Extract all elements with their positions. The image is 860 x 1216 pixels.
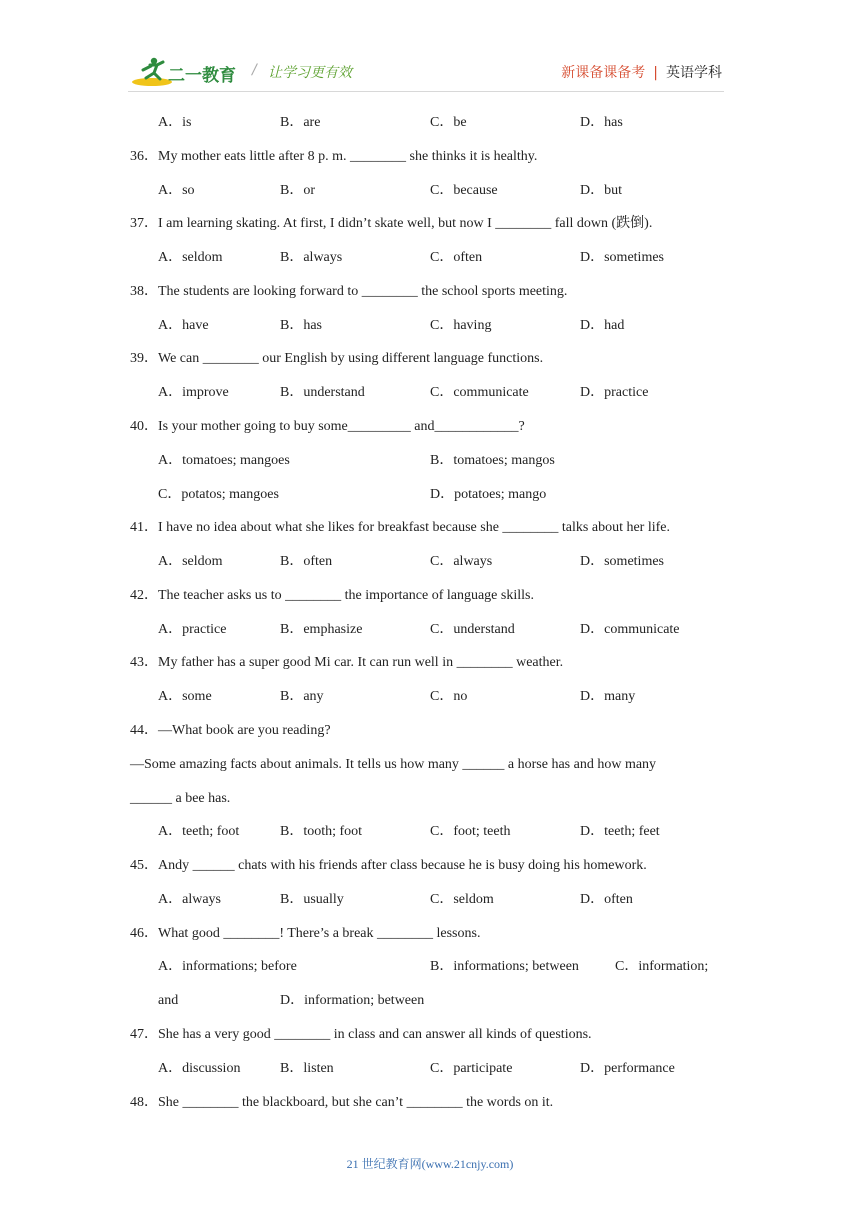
answer-option: B．tomatoes; mangos: [430, 453, 555, 468]
answer-option: B．any: [280, 689, 324, 704]
answer-option: C．information;: [615, 959, 709, 974]
question-text: 38．The students are looking forward to ________ the school sports meeting.: [130, 284, 568, 299]
question-text: —Some amazing facts about animals. It tells us how many ______ a horse has and how many: [130, 757, 657, 772]
answer-option: A．seldom: [158, 250, 223, 265]
answer-option: A．some: [158, 689, 212, 704]
answer-option: C．be: [430, 115, 467, 130]
answer-option: A．improve: [158, 385, 229, 400]
answer-option: C．having: [430, 318, 492, 333]
answer-option: C．often: [430, 250, 483, 265]
answer-option: C．participate: [430, 1061, 513, 1076]
answer-option: A．always: [158, 892, 221, 907]
answer-option: A．is: [158, 115, 192, 130]
answer-option: A．informations; before: [158, 959, 297, 974]
answer-option: C．communicate: [430, 385, 529, 400]
answer-option: B．or: [280, 183, 315, 198]
answer-option: D．potatoes; mango: [430, 487, 547, 502]
answer-option: B．informations; between: [430, 959, 579, 974]
answer-option: B．tooth; foot: [280, 824, 363, 839]
answer-option: D．had: [580, 318, 625, 333]
header-divider: |: [653, 65, 658, 81]
answer-option: A．tomatoes; mangoes: [158, 453, 290, 468]
answer-option: D．has: [580, 115, 623, 130]
answer-option: A．practice: [158, 622, 227, 637]
answer-option: D．often: [580, 892, 633, 907]
question-text: 36．My mother eats little after 8 p. m. ________ she thinks it is healthy.: [130, 149, 538, 164]
header-info: [561, 62, 722, 82]
logo-text: 二一教育: [168, 66, 236, 86]
answer-option: D．teeth; feet: [580, 824, 660, 839]
answer-option: C．always: [430, 554, 493, 569]
answer-option: D．but: [580, 183, 622, 198]
header-category: 新课备课备考: [561, 65, 646, 81]
answer-option: D．communicate: [580, 622, 680, 637]
answer-option: D．performance: [580, 1061, 675, 1076]
answer-option: D．information; between: [280, 993, 425, 1008]
answer-option: C．seldom: [430, 892, 494, 907]
answer-option: A．have: [158, 318, 209, 333]
answer-option: B．emphasize: [280, 622, 363, 637]
question-text: ______ a bee has.: [130, 791, 231, 806]
answer-option: A．teeth; foot: [158, 824, 240, 839]
question-text: 43．My father has a super good Mi car. It can run well in ________ weather.: [130, 655, 564, 670]
question-text: 47．She has a very good ________ in class and can answer all kinds of questions.: [130, 1027, 592, 1042]
question-text: 48．She ________ the blackboard, but she can’t ________ the words on it.: [130, 1095, 554, 1110]
question-text: 41．I have no idea about what she likes for breakfast because she ________ talks about her life.: [130, 520, 670, 535]
answer-option: B．always: [280, 250, 343, 265]
answer-option: B．understand: [280, 385, 365, 400]
answer-option: B．usually: [280, 892, 344, 907]
answer-option: and: [158, 993, 179, 1008]
question-text: 37．I am learning skating. At first, I didn’t skate well, but now I ________ fall down (跌倒).: [130, 216, 653, 231]
header-rule: [128, 91, 724, 92]
answer-option: D．sometimes: [580, 554, 664, 569]
answer-option: C．potatos; mangoes: [158, 487, 279, 502]
answer-option: B．often: [280, 554, 333, 569]
header-subject: 英语学科: [666, 65, 722, 81]
question-text: 40．Is your mother going to buy some_________ and____________?: [130, 419, 525, 434]
answer-option: B．has: [280, 318, 322, 333]
question-text: 39．We can ________ our English by using different language functions.: [130, 351, 544, 366]
logo: [130, 55, 242, 91]
answer-option: C．understand: [430, 622, 515, 637]
answer-option: B．listen: [280, 1061, 334, 1076]
answer-option: B．are: [280, 115, 321, 130]
answer-option: C．no: [430, 689, 468, 704]
question-text: 44．—What book are you reading?: [130, 723, 331, 738]
answer-option: D．sometimes: [580, 250, 664, 265]
runner-logo-icon: [130, 55, 242, 91]
answer-option: D．many: [580, 689, 636, 704]
page-footer: 21 世纪教育网(www.21cnjy.com): [346, 1157, 514, 1171]
slogan: 让学习更有效: [268, 65, 352, 81]
question-text: 46．What good ________! There’s a break ________ lessons.: [130, 926, 481, 941]
answer-option: A．seldom: [158, 554, 223, 569]
slogan-separator: /: [252, 62, 257, 78]
answer-option: A．discussion: [158, 1061, 241, 1076]
question-text: 45．Andy ______ chats with his friends after class because he is busy doing his homework.: [130, 858, 647, 873]
answer-option: C．foot; teeth: [430, 824, 511, 839]
answer-option: C．because: [430, 183, 498, 198]
page-header: [0, 0, 860, 95]
answer-option: D．practice: [580, 385, 649, 400]
answer-option: A．so: [158, 183, 195, 198]
question-text: 42．The teacher asks us to ________ the importance of language skills.: [130, 588, 534, 603]
